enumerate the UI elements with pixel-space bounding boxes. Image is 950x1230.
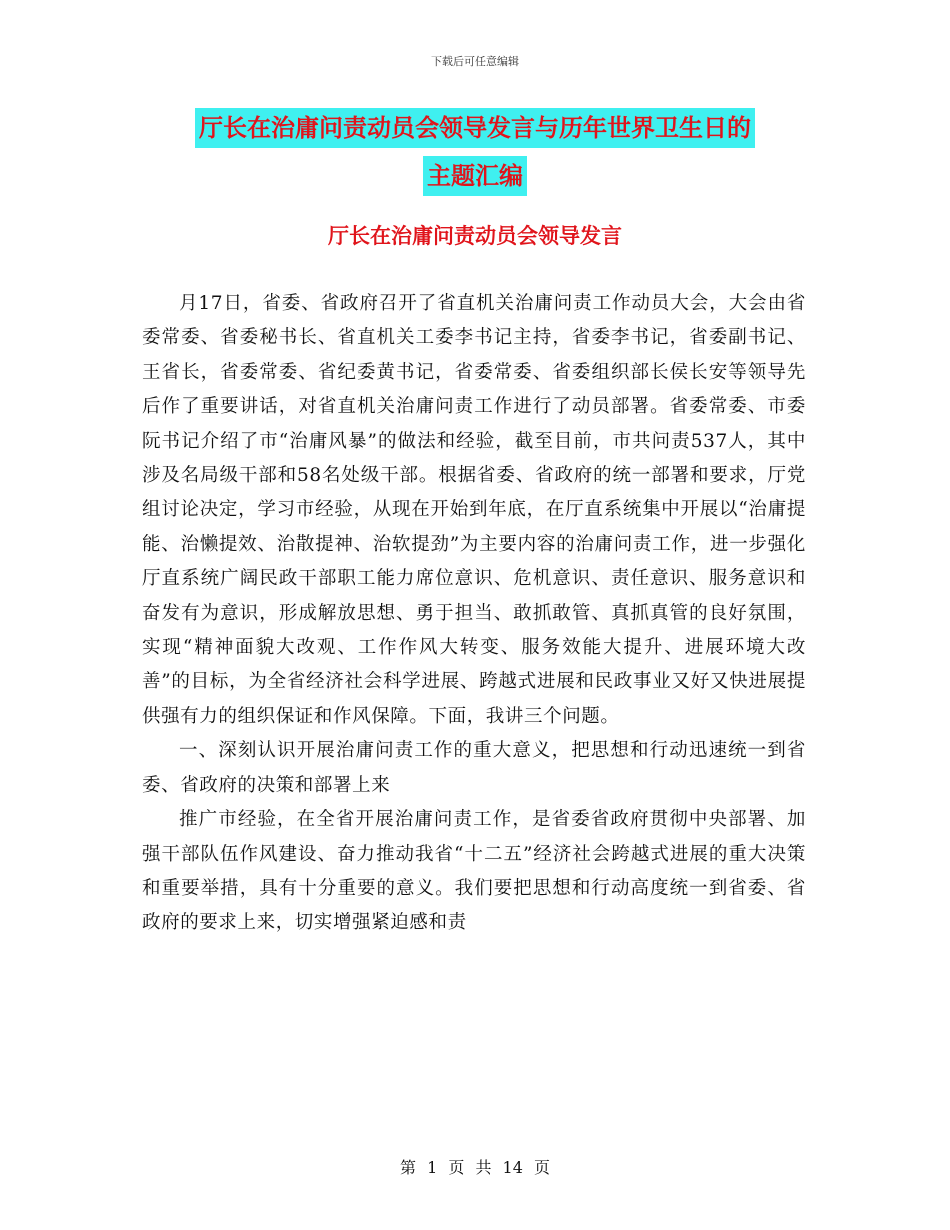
paragraph: 月17日，省委、省政府召开了省直机关治庸问责工作动员大会，大会由省委常委、省委秘书长、省直机关工委李书记主持，省委李书记，省委副书记、王省长，省委常委、省纪委黄书记，省委常委、省委组织部长侯长安等领导先后作了重要讲话，对省直机关治庸问责工作进行了动员部署。省委常委、市委阮书记介绍了市“治庸风暴”的做法和经验，截至目前，市共问责537人，其中涉及名局级干部和58名处级干部。根据省委、省政府的统一部署和要求，厅党组讨论决定，学习市经验，从现在开始到年底，在厅直系统集中开展以“治庸提能、治懒提效、治散提神、治软提劲”为主要内容的治庸问责工作，进一步强化厅直系统广阔民政干部职工能力席位意识、危机意识、责任意识、服务意识和奋发有为意识，形成解放思想、勇于担当、敢抓敢管、真抓真管的良好氛围，实现“精神面貌大改观、工作作风大转变、服务效能大提升、进展环境大改善”的目标，为全省经济社会科学进展、跨越式进展和民政事业又好又快进展提供强有力的组织保证和作风保障。下面，我讲三个问题。: [142, 293, 806, 727]
page-footer: 第 1 页 共 14 页: [400, 1158, 550, 1177]
document-title: [145, 108, 805, 204]
title-line-1: 厅长在治庸问责动员会领导发言与历年世界卫生日的: [195, 108, 755, 148]
paragraph: 推广市经验，在全省开展治庸问责工作，是省委省政府贯彻中央部署、加强干部队伍作风建设、奋力推动我省“十二五”经济社会跨越式进展的重大决策和重要举措，具有十分重要的意义。我们要把思想和行动高度统一到省委、省政府的要求上来，切实增强紧迫感和责: [142, 809, 806, 934]
title-line-2: 主题汇编: [423, 156, 527, 196]
body-text: [142, 287, 806, 941]
paragraph: 一、深刻认识开展治庸问责工作的重大意义，把思想和行动迅速统一到省委、省政府的决策和部署上来: [142, 740, 806, 796]
section-title: 厅长在治庸问责动员会领导发言: [328, 224, 622, 248]
page-header: 下载后可任意编辑: [431, 55, 519, 68]
